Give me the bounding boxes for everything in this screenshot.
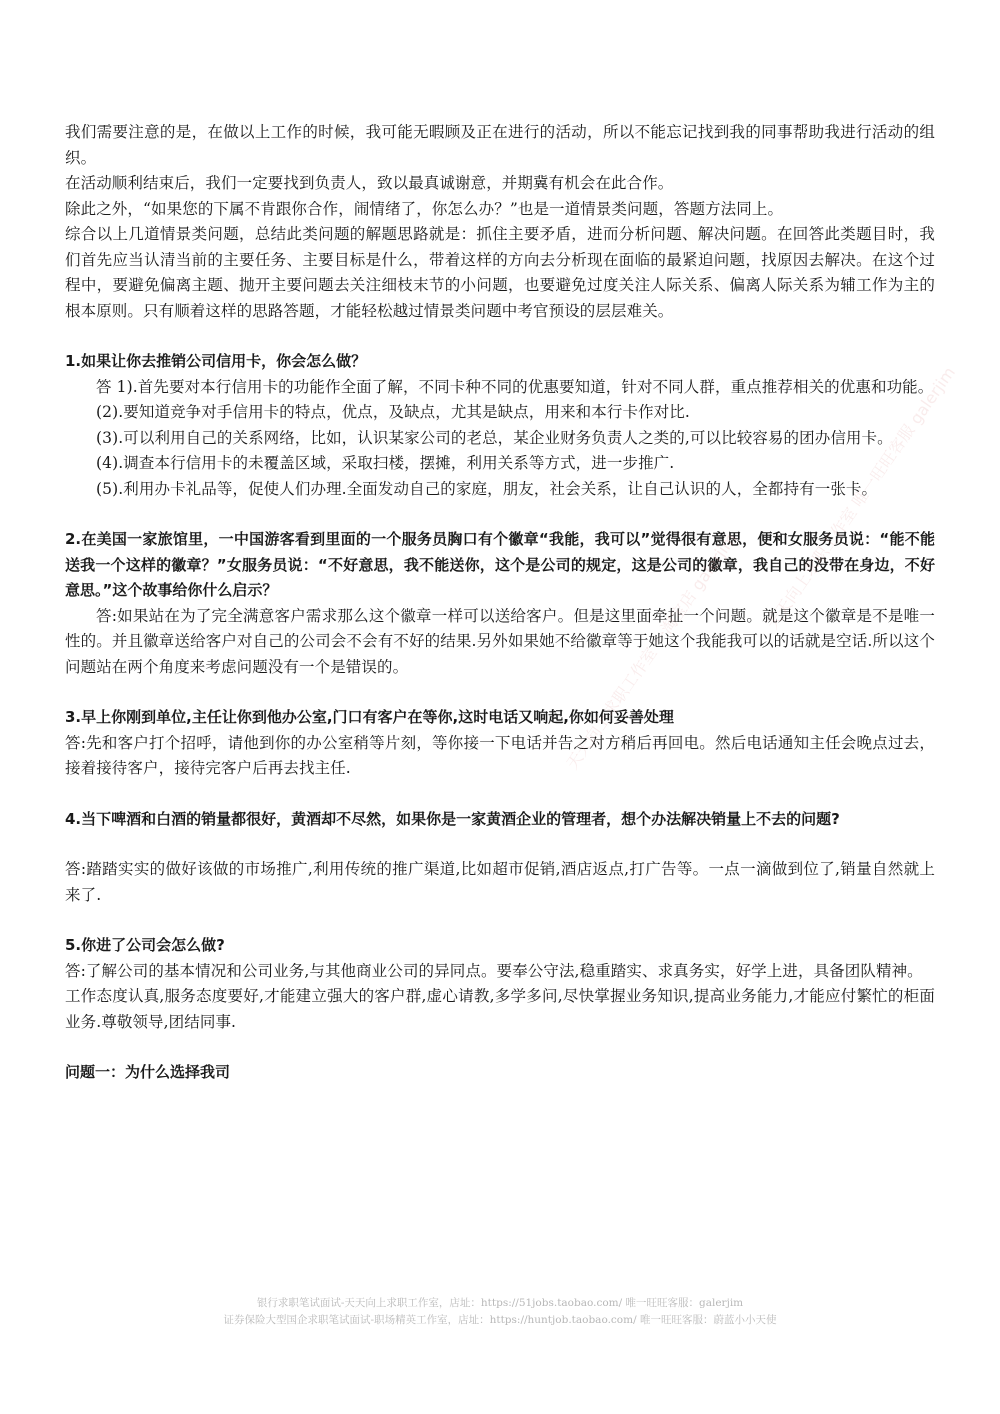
question-3-answer: 答:先和客户打个招呼，请他到你的办公室稍等片刻，等你接一下电话并告之对方稍后再回电。然后电话通知主任会晚点过去，接着接待客户，接待完客户后再去找主任. <box>65 733 935 777</box>
question-5-answer: 工作态度认真,服务态度要好,才能建立强大的客户群,虚心请教,多学多问,尽快掌握业务知识,提高业务能力,才能应付繁忙的柜面业务.尊敬领导,团结同事. <box>65 987 935 1031</box>
question-2-title: 2.在美国一家旅馆里，一中国游客看到里面的一个服务员胸口有个徽章“我能，我可以”觉得很有意思，便和女服务员说：“能不能送我一个这样的徽章？”女服务员说：“不好意思，我不能送你，这个是公司的规定，这是公司的徽章，我自己的没带在身边，不好意思。”这个故事给你什么启示？ <box>65 530 935 599</box>
document-body <box>65 120 935 1086</box>
watermark-text: 天天向上求职工作室 一淘宝店 galerjim <box>562 529 741 773</box>
question-4-title: 4.当下啤酒和白酒的销量都很好，黄酒却不尽然，如果你是一家黄酒企业的管理者，想个办法解决销量上不去的问题? <box>65 809 840 828</box>
question-5-title: 5.你进了公司会怎么做? <box>65 936 225 954</box>
question-1-answer: (2).要知道竞争对手信用卡的特点，优点，及缺点，尤其是缺点，用来和本行卡作对比. <box>96 403 690 421</box>
question-1-answer: (4).调查本行信用卡的未覆盖区域，采取扫楼，摆摊，利用关系等方式，进一步推广. <box>96 454 675 472</box>
question-3-title: 3.早上你刚到单位,主任让你到他办公室,门口有客户在等你,这时电话又响起,你如何妥善处理 <box>65 708 674 726</box>
question-1-answer: (3).可以利用自己的关系网络，比如，认识某家公司的老总，某企业财务负责人之类的,可以比较容易的团办信用卡。 <box>96 428 893 447</box>
question-4-answer: 答:踏踏实实的做好该做的市场推广,利用传统的推广渠道,比如超市促销,酒店返点,打广告等。一点一滴做到位了,销量自然就上来了. <box>65 860 935 904</box>
footer-line-2: 证券保险大型国企求职笔试面试-职场精英工作室，店址：https://huntjob.taobao.com/ 唯一旺旺客服：蔚蓝小小天使 <box>223 1314 777 1326</box>
watermark-text: 天天向上求职工作室 唯一旺旺客服 galerjim <box>762 363 959 633</box>
question-6-title: 问题一：为什么选择我司 <box>65 1063 231 1081</box>
intro-paragraph: 在活动顺利结束后，我们一定要找到负责人，致以最真诚谢意，并期冀有机会在此合作。 <box>65 174 674 192</box>
question-1-answer: 答 1).首先要对本行信用卡的功能作全面了解，不同卡种不同的优惠要知道，针对不同人群，重点推荐相关的优惠和功能。 <box>96 377 934 396</box>
question-1-title: 1.如果让你去推销公司信用卡，你会怎么做？ <box>65 352 367 370</box>
intro-paragraph: 综合以上几道情景类问题，总结此类问题的解题思路就是：抓住主要矛盾，进而分析问题、解决问题。在回答此类题目时，我们首先应当认清当前的主要任务、主要目标是什么，带着这样的方向去分析现在面临的最紧迫问题，找原因去解决。在这个过程中，要避免偏离主题、抛开主要问题去关注细枝末节的小问题，也要避免过度关注人际关系、偏离人际关系为辅工作为主的根本原则。只有顺着这样的思路答题，才能轻松越过情景类问题中考官预设的层层难关。 <box>65 225 935 320</box>
intro-paragraph: 我们需要注意的是，在做以上工作的时候，我可能无暇顾及正在进行的活动，所以不能忘记找到我的同事帮助我进行活动的组织。 <box>65 123 935 167</box>
intro-paragraph: 除此之外，“如果您的下属不肯跟你合作，闹情绪了，你怎么办？”也是一道情景类问题，答题方法同上。 <box>65 199 784 218</box>
footer-line-1: 银行求职笔试面试-天天向上求职工作室，店址：https://51jobs.taobao.com/ 唯一旺旺客服：galerjim <box>256 1297 744 1309</box>
question-5-answer: 答:了解公司的基本情况和公司业务,与其他商业公司的异同点。要奉公守法,稳重踏实、求真务实，好学上进，具备团队精神。 <box>65 961 923 980</box>
question-1-answer: (5).利用办卡礼品等，促使人们办理.全面发动自己的家庭，朋友，社会关系，让自己认识的人，全都持有一张卡。 <box>96 479 878 498</box>
question-2-answer: 答:如果站在为了完全满意客户需求那么这个徽章一样可以送给客户。但是这里面牵扯一个问题。就是这个徽章是不是唯一性的。并且徽章送给客户对自己的公司会不会有不好的结果.另外如果她不给徽章等于她这个我能我可以的话就是空话.所以这个问题站在两个角度来考虑问题没有一个是错误的。 <box>65 606 935 676</box>
